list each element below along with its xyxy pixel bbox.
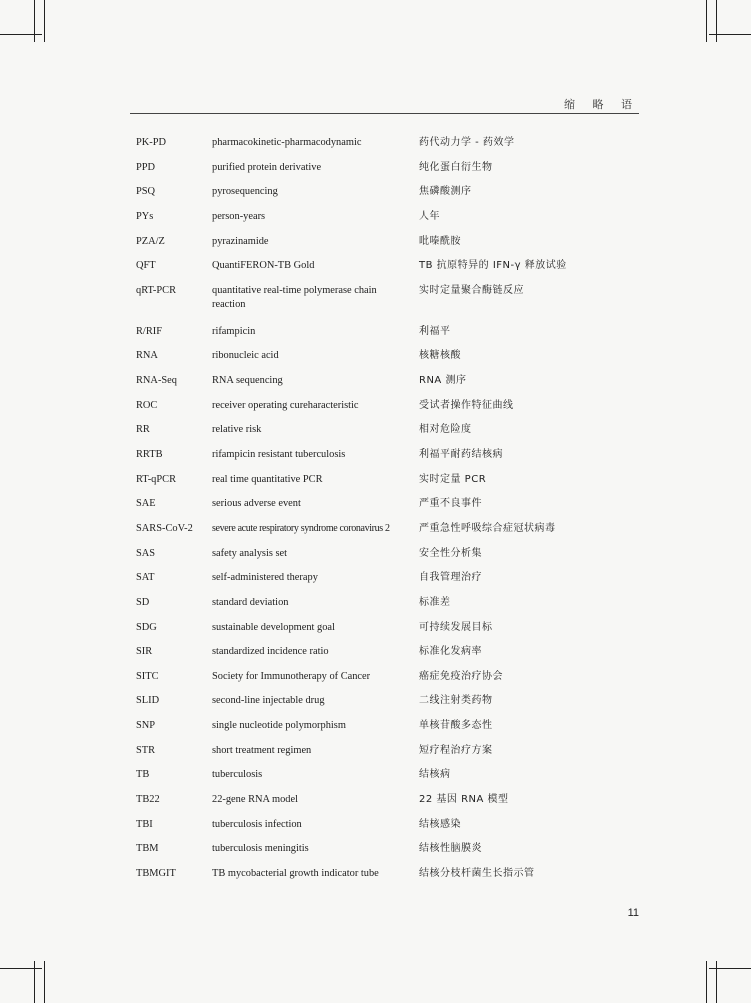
abbreviation-row (136, 716, 636, 741)
abbreviation: TB (136, 769, 150, 781)
chinese-term: 单核苷酸多态性 (419, 720, 493, 732)
chinese-term: 实时定量聚合酶链反应 (419, 284, 524, 296)
abbreviation-row (136, 568, 636, 593)
abbreviation-row (136, 691, 636, 716)
abbreviation: SD (136, 596, 150, 608)
full-term: 22-gene RNA model (212, 794, 298, 806)
chinese-term: 结核感染 (419, 818, 461, 830)
full-term: ribonucleic acid (212, 350, 279, 362)
abbreviation: PZA/Z (136, 235, 165, 247)
abbreviation-row (136, 864, 636, 889)
chinese-term: 纯化蛋白衍生物 (419, 161, 493, 173)
abbreviation: PK-PD (136, 137, 167, 148)
abbreviation-row (136, 839, 636, 864)
abbreviation-row (136, 494, 636, 519)
page-number: 11 (627, 907, 639, 919)
abbreviation: STR (136, 744, 156, 756)
chinese-term: 严重急性呼吸综合症冠状病毒 (419, 522, 556, 534)
abbreviation-row (136, 519, 636, 544)
chinese-term: 22 基因 RNA 模型 (419, 794, 509, 806)
chinese-term: 安全性分析集 (419, 547, 482, 559)
abbreviation-row (136, 322, 636, 347)
abbreviation: SDG (136, 621, 157, 633)
abbreviation-row (136, 765, 636, 790)
abbreviation: RRTB (136, 449, 163, 461)
abbreviation-row (136, 618, 636, 643)
abbreviation-row (136, 741, 636, 766)
abbreviation-row (136, 396, 636, 421)
full-term: TB mycobacterial growth indicator tube (212, 867, 379, 879)
full-term: RNA sequencing (212, 375, 283, 387)
full-term: tuberculosis infection (212, 818, 302, 830)
full-term: real time quantitative PCR (212, 473, 323, 485)
full-term: severe acute respiratory syndrome coronavirus 2 (212, 522, 390, 534)
abbreviation-row (136, 544, 636, 569)
abbreviation-row (136, 232, 636, 257)
abbreviation: RT-qPCR (136, 473, 176, 485)
running-header-title: 缩 略 语 (564, 98, 639, 111)
abbreviation-row (136, 790, 636, 815)
full-term: single nucleotide polymorphism (212, 720, 346, 732)
chinese-term: 核糖核酸 (419, 350, 461, 362)
chinese-term: 利福平 (419, 325, 451, 337)
abbreviation-row (136, 207, 636, 232)
abbreviation: ROC (136, 399, 158, 411)
abbreviation-row (136, 667, 636, 692)
abbreviation: QFT (136, 260, 156, 272)
chinese-term: 相对危险度 (419, 424, 472, 436)
full-term: sustainable development goal (212, 621, 335, 633)
chinese-term: 严重不良事件 (419, 498, 482, 510)
full-term: quantitative real-time polymerase chain reaction (212, 284, 377, 311)
abbreviation: RR (136, 424, 150, 436)
abbreviation-row (136, 445, 636, 470)
full-term: purified protein derivative (212, 161, 322, 173)
abbreviation: SLID (136, 695, 160, 707)
abbreviation-row (136, 815, 636, 840)
full-term: Society for Immunotherapy of Cancer (212, 670, 371, 682)
full-term: QuantiFERON-TB Gold (212, 260, 315, 272)
abbreviation: TBMGIT (136, 867, 176, 879)
abbreviation: TBI (136, 818, 153, 830)
full-term: tuberculosis meningitis (212, 843, 309, 855)
abbreviation: PPD (136, 161, 156, 173)
abbreviation-row (136, 593, 636, 618)
chinese-term: 吡嗪酰胺 (419, 235, 461, 247)
abbreviation: SAS (136, 547, 156, 559)
full-term: short treatment regimen (212, 744, 312, 756)
full-term: standardized incidence ratio (212, 646, 329, 658)
chinese-term: 结核分枝杆菌生长指示管 (419, 867, 535, 879)
chinese-term: 二线注射类药物 (419, 695, 493, 707)
chinese-term: 短疗程治疗方案 (419, 744, 493, 756)
chinese-term: 结核病 (419, 769, 451, 781)
full-term: rifampicin (212, 325, 256, 337)
abbreviation: RNA (136, 350, 158, 362)
abbreviation: R/RIF (136, 325, 162, 337)
chinese-term: 受试者操作特征曲线 (419, 399, 514, 411)
full-term: safety analysis set (212, 547, 288, 559)
full-term: serious adverse event (212, 498, 301, 510)
chinese-term: 焦磷酸测序 (419, 186, 472, 198)
chinese-term: RNA 测序 (419, 375, 467, 387)
full-term: person-years (212, 210, 266, 222)
chinese-term: 药代动力学 - 药效学 (419, 137, 515, 148)
full-term: relative risk (212, 424, 262, 436)
chinese-term: 可持续发展目标 (419, 621, 493, 633)
full-term: pyrazinamide (212, 235, 269, 247)
chinese-term: TB 抗原特异的 IFN-γ 释放试验 (419, 260, 567, 272)
chinese-term: 自我管理治疗 (419, 572, 482, 584)
full-term: tuberculosis (212, 769, 263, 781)
full-term: self-administered therapy (212, 572, 318, 584)
full-term: pharmacokinetic-pharmacodynamic (212, 137, 362, 148)
abbreviation: SNP (136, 720, 156, 732)
chinese-term: 结核性脑膜炎 (419, 843, 482, 855)
chinese-term: 人年 (419, 210, 440, 222)
abbreviation-row (136, 470, 636, 495)
abbreviation: PYs (136, 210, 154, 222)
chinese-term: 癌症免疫治疗协会 (419, 670, 503, 682)
chinese-term: 实时定量 PCR (419, 473, 487, 485)
abbreviation: TBM (136, 843, 159, 855)
abbreviation: TB22 (136, 794, 160, 806)
chinese-term: 利福平耐药结核病 (419, 449, 503, 461)
abbreviation-row (136, 256, 636, 281)
full-term: pyrosequencing (212, 186, 278, 198)
full-term: rifampicin resistant tuberculosis (212, 449, 346, 461)
abbreviation: SAT (136, 572, 155, 584)
abbreviation: SARS-CoV-2 (136, 522, 193, 534)
abbreviation: SAE (136, 498, 156, 510)
abbreviation-row (136, 346, 636, 371)
abbreviation: RNA-Seq (136, 375, 177, 387)
abbreviation-list (136, 133, 636, 889)
header-rule (130, 113, 639, 114)
abbreviation-row (136, 371, 636, 396)
full-term: standard deviation (212, 596, 289, 608)
abbreviation-row (136, 642, 636, 667)
chinese-term: 标准化发病率 (419, 646, 482, 658)
abbreviation-row (136, 281, 636, 322)
abbreviation-row (136, 133, 636, 158)
full-term: second-line injectable drug (212, 695, 325, 707)
chinese-term: 标准差 (419, 596, 451, 608)
abbreviation-row (136, 158, 636, 183)
abbreviation: PSQ (136, 186, 156, 198)
abbreviation-row (136, 182, 636, 207)
full-term: receiver operating cureharacteristic (212, 399, 359, 411)
abbreviation: SITC (136, 670, 159, 682)
abbreviation: qRT-PCR (136, 284, 176, 296)
abbreviation-row (136, 420, 636, 445)
abbreviation: SIR (136, 646, 153, 658)
